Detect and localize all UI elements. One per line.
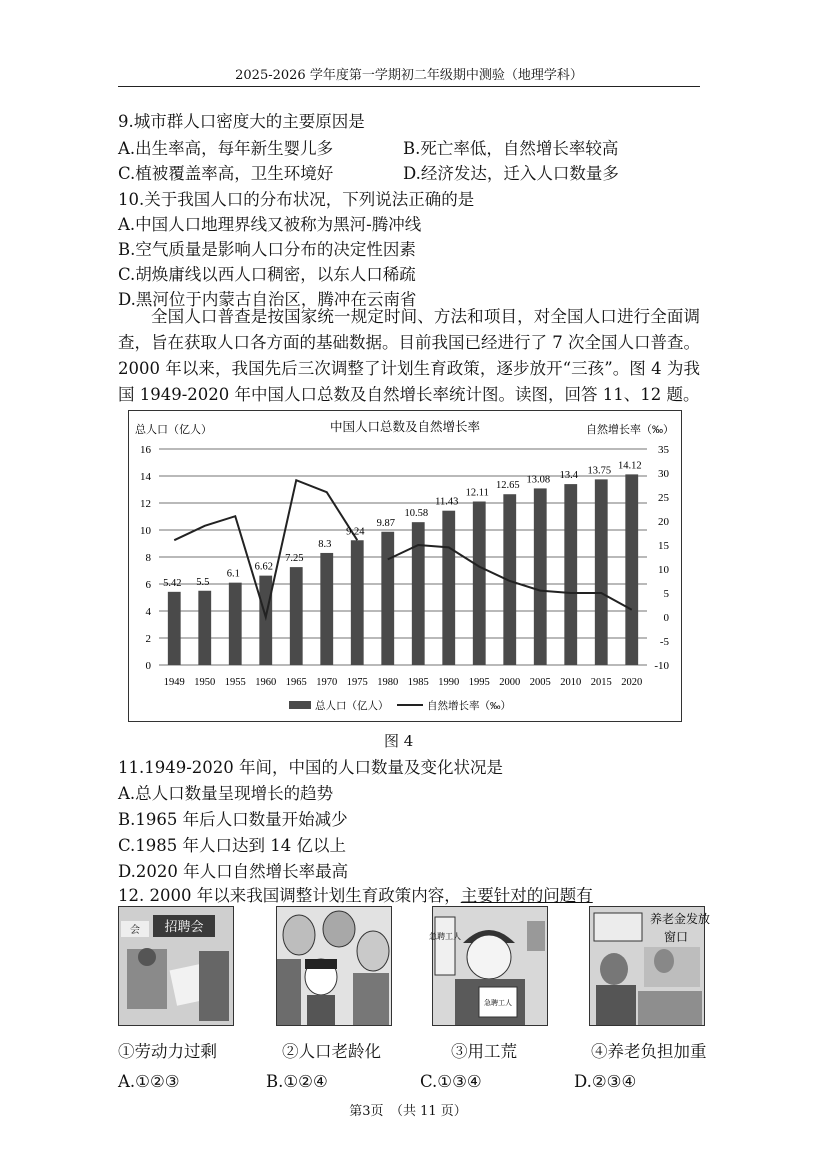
chart-title: 中国人口总数及自然增长率 [329,420,481,434]
bar-value-label: 6.1 [226,568,240,580]
population-bar [473,502,486,665]
hiring-banner: 急聘工人 [429,932,461,941]
x-tick-label: 1949 [163,677,185,688]
right-tick-label: 25 [658,492,669,504]
bar-value-label: 8.3 [318,538,332,550]
picture-caption-2: ②人口老龄化 [282,1042,381,1061]
page-footer: 第3页 （共 11 页） [349,1104,467,1119]
right-tick-label: 5 [663,588,669,600]
x-tick-label: 1990 [438,677,460,688]
picture-pension-burden [589,906,711,1026]
figure-label: 图 4 [384,732,414,750]
right-tick-label: 10 [658,564,669,576]
bar-value-label: 10.58 [404,508,429,520]
population-bar [168,592,181,665]
x-tick-label: 2005 [529,677,551,688]
x-tick-label: 1950 [194,677,216,688]
x-tick-label: 1985 [407,677,429,688]
bar-value-label: 12.65 [495,480,520,492]
x-tick-label: 2010 [560,677,582,688]
bar-value-label: 6.62 [254,561,273,573]
picture-labor-shortage [429,906,548,1026]
job-fair-illustration [119,907,233,1025]
bar-value-label: 5.5 [196,576,210,588]
x-tick-label: 1970 [316,677,338,688]
bar-value-label: 13.08 [526,474,551,486]
elderly-illustration [277,907,391,1025]
pension-sign: 养老金发放 [650,912,711,926]
q9-option-a: A.出生率高，每年新生婴儿多 [118,139,334,158]
left-tick-label: 8 [145,552,151,564]
q12-option-a: A.①②③ [118,1072,180,1091]
population-bar [625,474,638,665]
population-bar [381,532,394,665]
left-tick-label: 10 [140,525,151,537]
x-tick-label: 1980 [377,677,399,688]
chart-ylabel-left: 总人口（亿人） [135,424,212,436]
right-tick-label: 15 [658,540,669,552]
chart-axes [140,444,670,688]
bar-value-label: 11.43 [435,496,459,508]
x-tick-label: 1965 [285,677,307,688]
q12-option-b: B.①②④ [266,1072,328,1091]
q12-option-d: D.②③④ [574,1072,637,1091]
left-tick-label: 14 [140,471,151,483]
picture-labor-surplus [118,906,234,1026]
q10-option-c: C.胡焕庸线以西人口稠密，以东人口稀疏 [118,265,416,284]
population-bar [534,488,547,665]
pension-window-illustration [590,907,711,1025]
bar-value-label: 9.24 [346,526,365,538]
chart-svg [129,411,681,721]
left-tick-label: 0 [145,660,151,672]
q11-option-c: C.1985 年人口达到 14 亿以上 [118,836,347,855]
left-tick-label: 6 [145,579,151,591]
q9-option-c: C.植被覆盖率高，卫生环境好 [118,164,334,183]
chart-ylabel-right: 自然增长率（‰） [586,424,674,436]
bar-value-label: 14.12 [617,460,642,472]
q9-option-b: B.死亡率低，自然增长率较高 [403,139,619,158]
legend-bar-label: 总人口（亿人） [315,700,389,712]
bar-value-label: 7.25 [285,553,304,565]
population-bar [198,591,211,665]
bar-value-label: 13.75 [587,465,612,477]
pension-window-sign: 窗口 [664,930,689,944]
q9-option-d: D.经济发达，迁入人口数量多 [403,164,619,183]
picture-caption-4: ④养老负担加重 [591,1042,707,1061]
right-tick-label: 35 [658,444,669,456]
population-bar [229,583,242,665]
bar-value-label: 9.87 [376,517,395,529]
q12-stem [118,882,593,906]
population-bar [564,484,577,665]
q12-stem-underlined: 主要针对的问题有 [460,886,593,905]
picture-aging [276,906,392,1026]
q12-stem-prefix: 12. 2000 年以来我国调整计划生育政策内容， [118,886,461,905]
population-bar [595,479,608,665]
left-tick-label: 12 [140,498,151,510]
q11-option-a: A.总人口数量呈现增长的趋势 [118,784,334,803]
bar-value-label: 12.11 [465,487,489,499]
right-tick-label: 30 [658,468,669,480]
picture-caption-1: ①劳动力过剩 [118,1042,217,1061]
x-tick-label: 1955 [224,677,246,688]
left-tick-label: 16 [140,444,151,456]
legend-line-label: 自然增长率（‰） [427,700,511,712]
population-bar [412,522,425,665]
q10-option-d: D.黑河位于内蒙古自治区，腾冲在云南省 [118,290,417,309]
legend-bar-swatch [289,701,311,709]
right-tick-label: -5 [659,636,669,648]
population-chart [128,410,682,722]
population-bar [290,567,303,665]
q12-option-c: C.①③④ [420,1072,482,1091]
q11-option-d: D.2020 年人口自然增长率最高 [118,862,349,881]
page-header: 2025-2026 学年度第一学期初二年级期中测验（地理学科） [118,64,700,87]
population-bar [351,540,364,665]
q10-option-b: B.空气质量是影响人口分布的决定性因素 [118,240,416,259]
q11-option-b: B.1965 年后人口数量开始减少 [118,810,348,829]
right-tick-label: 20 [658,516,669,528]
x-tick-label: 1960 [255,677,277,688]
q9-stem: 9.城市群人口密度大的主要原因是 [118,112,365,131]
q11-stem: 11.1949-2020 年间，中国的人口数量及变化状况是 [118,758,504,777]
passage-text: 全国人口普查是按国家统一规定时间、方法和项目，对全国人口进行全面调查，旨在获取人口各方面的基础数据。目前我国已经进行了 7 次全国人口普查。2000 年以来，我国先后三次调整了计划生育政策，逐步放开“三孩”。图 4 为我国 1949-2020 年中国人口总数及自然增长率统计图。读图，回答 11、12 题。 [118,307,700,404]
x-tick-label: 1995 [468,677,490,688]
job-fair-sign-small: 会 [130,925,140,936]
x-tick-label: 2000 [499,677,521,688]
q10-stem: 10.关于我国人口的分布状况，下列说法正确的是 [118,190,475,209]
left-tick-label: 2 [145,633,151,645]
picture-caption-3: ③用工荒 [451,1042,517,1061]
left-tick-label: 4 [145,606,151,618]
hiring-paper: 急聘工人 [484,999,512,1007]
x-tick-label: 2015 [590,677,612,688]
worker-illustration [429,907,547,1025]
bar-value-label: 5.42 [163,577,182,589]
x-tick-label: 2020 [621,677,643,688]
q10-option-a: A.中国人口地理界线又被称为黑河-腾冲线 [118,215,422,234]
population-bar [320,553,333,665]
population-bar [442,511,455,665]
right-tick-label: -10 [654,660,669,672]
job-fair-sign: 招聘会 [164,920,204,935]
x-tick-label: 1975 [346,677,368,688]
chart-growth-line [174,480,632,617]
right-tick-label: 0 [663,612,669,624]
bar-value-label: 13.4 [559,470,578,482]
chart-legend [289,699,511,712]
